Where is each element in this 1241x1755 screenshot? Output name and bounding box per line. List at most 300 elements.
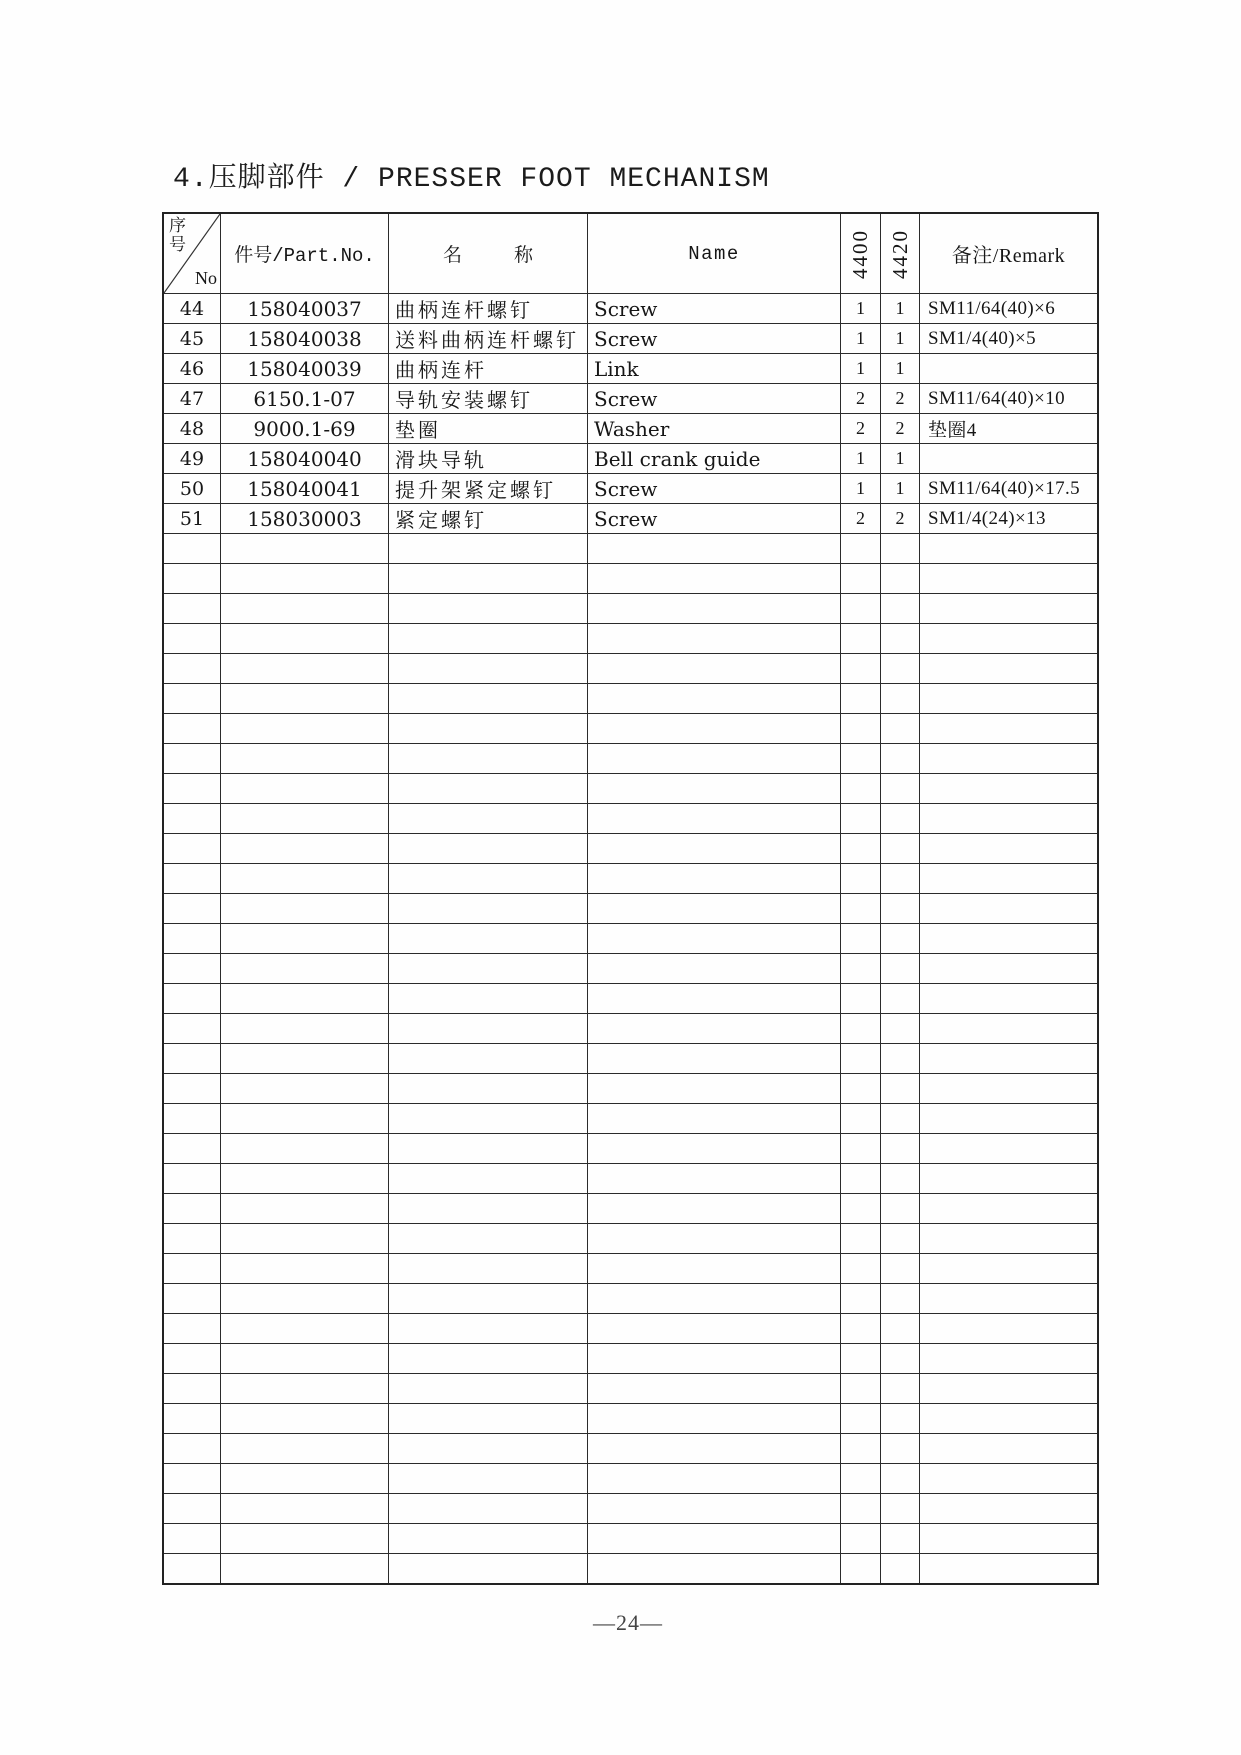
blank-cell (220, 1284, 388, 1313)
blank-cell (164, 1224, 220, 1253)
blank-cell (919, 1314, 1097, 1343)
blank-cell (587, 1524, 840, 1553)
blank-cell (388, 1344, 587, 1373)
blank-cell (880, 1314, 919, 1343)
blank-cell (220, 1134, 388, 1163)
cell-part-no: 158040038 (220, 324, 388, 353)
blank-cell (919, 1254, 1097, 1283)
blank-cell (587, 1374, 840, 1403)
blank-cell (388, 1014, 587, 1043)
blank-cell (919, 714, 1097, 743)
blank-cell (388, 1314, 587, 1343)
blank-cell (220, 1464, 388, 1493)
blank-cell (164, 834, 220, 863)
blank-cell (919, 1104, 1097, 1133)
blank-cell (840, 1524, 880, 1553)
cell-name-en: Washer (587, 414, 840, 443)
blank-cell (388, 1524, 587, 1553)
blank-cell (880, 564, 919, 593)
blank-cell (164, 1344, 220, 1373)
blank-cell (880, 834, 919, 863)
blank-cell (880, 804, 919, 833)
cell-name-cn: 送料曲柄连杆螺钉 (388, 324, 587, 353)
blank-cell (164, 864, 220, 893)
blank-cell (388, 1044, 587, 1073)
table-row (164, 323, 1097, 353)
cell-name-cn: 紧定螺钉 (388, 504, 587, 533)
blank-cell (164, 924, 220, 953)
blank-cell (220, 774, 388, 803)
blank-cell (919, 744, 1097, 773)
table-row (164, 383, 1097, 413)
blank-cell (840, 1014, 880, 1043)
header-model-4420 (880, 214, 919, 293)
blank-cell (587, 714, 840, 743)
blank-cell (919, 624, 1097, 653)
blank-cell (220, 654, 388, 683)
blank-cell (220, 1104, 388, 1133)
cell-qty-4420: 1 (880, 474, 919, 503)
blank-cell (587, 1164, 840, 1193)
blank-cell (840, 1194, 880, 1223)
blank-row (164, 1253, 1097, 1283)
blank-row (164, 653, 1097, 683)
cell-qty-4400: 1 (840, 354, 880, 383)
blank-row (164, 863, 1097, 893)
blank-cell (587, 1464, 840, 1493)
blank-row (164, 1433, 1097, 1463)
blank-cell (840, 1374, 880, 1403)
blank-cell (587, 1434, 840, 1463)
cell-qty-4400: 2 (840, 384, 880, 413)
blank-row (164, 533, 1097, 563)
blank-cell (164, 1404, 220, 1433)
blank-cell (880, 1524, 919, 1553)
blank-cell (388, 1254, 587, 1283)
blank-cell (388, 1434, 587, 1463)
blank-cell (840, 1314, 880, 1343)
blank-cell (919, 1494, 1097, 1523)
blank-cell (840, 564, 880, 593)
header-no-en: No (195, 268, 217, 288)
blank-cell (164, 1104, 220, 1133)
blank-row (164, 1193, 1097, 1223)
blank-cell (880, 1014, 919, 1043)
blank-cell (164, 1254, 220, 1283)
blank-cell (164, 1044, 220, 1073)
blank-cell (919, 1014, 1097, 1043)
blank-cell (587, 834, 840, 863)
blank-cell (164, 984, 220, 1013)
cell-name-en: Screw (587, 294, 840, 323)
blank-cell (880, 1164, 919, 1193)
blank-cell (388, 594, 587, 623)
cell-name-en: Screw (587, 384, 840, 413)
blank-cell (164, 684, 220, 713)
blank-cell (587, 864, 840, 893)
blank-cell (840, 774, 880, 803)
blank-row (164, 1283, 1097, 1313)
blank-cell (919, 954, 1097, 983)
blank-cell (840, 834, 880, 863)
blank-cell (220, 1374, 388, 1403)
blank-cell (880, 534, 919, 563)
cell-no: 45 (179, 327, 205, 350)
blank-cell (220, 1254, 388, 1283)
blank-cell (388, 1194, 587, 1223)
blank-cell (164, 594, 220, 623)
blank-cell (587, 984, 840, 1013)
blank-row (164, 923, 1097, 953)
cell-name-cn: 滑块导轨 (388, 444, 587, 473)
blank-cell (164, 1164, 220, 1193)
cell-part-no: 158040040 (220, 444, 388, 473)
blank-cell (220, 744, 388, 773)
header-model-4400-label: 4400 (848, 228, 872, 279)
blank-cell (880, 594, 919, 623)
blank-row (164, 1403, 1097, 1433)
blank-row (164, 1223, 1097, 1253)
blank-cell (840, 744, 880, 773)
table-row (164, 473, 1097, 503)
blank-cell (840, 1074, 880, 1103)
blank-cell (220, 594, 388, 623)
cell-part-no: 6150.1-07 (220, 384, 388, 413)
cell-no: 49 (179, 447, 205, 470)
cell-name-en: Screw (587, 504, 840, 533)
blank-cell (880, 1104, 919, 1133)
blank-cell (919, 894, 1097, 923)
blank-cell (164, 1374, 220, 1403)
blank-cell (220, 1344, 388, 1373)
blank-row (164, 563, 1097, 593)
blank-cell (388, 864, 587, 893)
blank-cell (880, 924, 919, 953)
blank-cell (220, 1554, 388, 1583)
cell-name-cn: 导轨安装螺钉 (388, 384, 587, 413)
cell-remark: SM1/4(40)×5 (919, 324, 1097, 353)
blank-cell (840, 654, 880, 683)
blank-row (164, 833, 1097, 863)
blank-cell (388, 1284, 587, 1313)
blank-cell (919, 1434, 1097, 1463)
blank-cell (164, 564, 220, 593)
cell-remark: SM1/4(24)×13 (919, 504, 1097, 533)
blank-cell (587, 1254, 840, 1283)
blank-cell (840, 594, 880, 623)
blank-cell (164, 654, 220, 683)
header-no-cn: 序号 (169, 216, 186, 255)
header-remark: 备注/Remark (919, 214, 1097, 293)
blank-row (164, 1133, 1097, 1163)
blank-cell (840, 804, 880, 833)
blank-cell (919, 684, 1097, 713)
blank-row (164, 713, 1097, 743)
blank-cell (587, 594, 840, 623)
blank-row (164, 893, 1097, 923)
table-row (164, 293, 1097, 323)
blank-cell (840, 1134, 880, 1163)
blank-cell (919, 804, 1097, 833)
blank-cell (164, 954, 220, 983)
blank-cell (840, 1464, 880, 1493)
blank-cell (388, 714, 587, 743)
cell-qty-4420: 1 (880, 294, 919, 323)
blank-cell (220, 924, 388, 953)
blank-cell (388, 1554, 587, 1583)
blank-cell (919, 1404, 1097, 1433)
cell-remark: SM11/64(40)×6 (919, 294, 1097, 323)
blank-cell (587, 894, 840, 923)
blank-cell (388, 1134, 587, 1163)
blank-cell (388, 684, 587, 713)
blank-cell (220, 954, 388, 983)
blank-cell (880, 1224, 919, 1253)
blank-cell (880, 1374, 919, 1403)
blank-cell (840, 1434, 880, 1463)
blank-cell (587, 534, 840, 563)
blank-cell (220, 984, 388, 1013)
cell-no: 48 (179, 417, 205, 440)
blank-cell (587, 1014, 840, 1043)
blank-cell (587, 1314, 840, 1343)
blank-row (164, 773, 1097, 803)
page-number: —24— (593, 1610, 663, 1635)
blank-cell (388, 744, 587, 773)
cell-part-no: 158040041 (220, 474, 388, 503)
blank-cell (880, 1464, 919, 1493)
blank-cell (919, 1284, 1097, 1313)
blank-cell (388, 954, 587, 983)
blank-cell (840, 1164, 880, 1193)
blank-cell (164, 744, 220, 773)
cell-qty-4400: 1 (840, 444, 880, 473)
blank-cell (388, 924, 587, 953)
blank-cell (880, 1434, 919, 1463)
blank-cell (880, 1044, 919, 1073)
blank-cell (164, 714, 220, 743)
blank-cell (220, 1434, 388, 1463)
blank-cell (880, 774, 919, 803)
blank-cell (587, 1494, 840, 1523)
blank-cell (164, 1014, 220, 1043)
blank-row (164, 1343, 1097, 1373)
blank-cell (840, 1494, 880, 1523)
blank-cell (919, 774, 1097, 803)
blank-cell (840, 1404, 880, 1433)
blank-cell (388, 1164, 587, 1193)
cell-part-no: 158040037 (220, 294, 388, 323)
blank-cell (164, 534, 220, 563)
blank-cell (164, 1434, 220, 1463)
blank-cell (220, 624, 388, 653)
blank-row (164, 1553, 1097, 1583)
cell-qty-4400: 1 (840, 474, 880, 503)
cell-no: 46 (179, 357, 205, 380)
blank-cell (220, 1014, 388, 1043)
blank-cell (388, 834, 587, 863)
blank-cell (587, 1554, 840, 1583)
blank-cell (587, 804, 840, 833)
blank-cell (220, 564, 388, 593)
blank-cell (587, 564, 840, 593)
blank-cell (587, 1044, 840, 1073)
blank-cell (220, 1314, 388, 1343)
blank-row (164, 803, 1097, 833)
cell-name-en: Screw (587, 324, 840, 353)
blank-cell (919, 984, 1097, 1013)
blank-row (164, 593, 1097, 623)
cell-qty-4420: 1 (880, 354, 919, 383)
page-title: 4.压脚部件 / PRESSER FOOT MECHANISM (173, 164, 770, 195)
cell-name-en: Link (587, 354, 840, 383)
table-row (164, 413, 1097, 443)
blank-cell (388, 1224, 587, 1253)
blank-cell (587, 1404, 840, 1433)
blank-row (164, 953, 1097, 983)
blank-cell (587, 1284, 840, 1313)
blank-cell (919, 864, 1097, 893)
blank-row (164, 743, 1097, 773)
blank-cell (919, 1044, 1097, 1073)
blank-cell (587, 654, 840, 683)
blank-cell (164, 1074, 220, 1103)
blank-cell (388, 564, 587, 593)
blank-cell (587, 1074, 840, 1103)
blank-cell (919, 1464, 1097, 1493)
cell-remark: SM11/64(40)×10 (919, 384, 1097, 413)
blank-row (164, 983, 1097, 1013)
blank-row (164, 1013, 1097, 1043)
cell-qty-4420: 2 (880, 414, 919, 443)
blank-cell (164, 894, 220, 923)
blank-cell (919, 1554, 1097, 1583)
blank-cell (164, 1494, 220, 1523)
blank-cell (220, 804, 388, 833)
blank-cell (919, 834, 1097, 863)
blank-row (164, 1493, 1097, 1523)
blank-cell (880, 654, 919, 683)
blank-cell (587, 1344, 840, 1373)
cell-qty-4420: 2 (880, 384, 919, 413)
blank-cell (220, 1194, 388, 1223)
cell-qty-4400: 1 (840, 324, 880, 353)
table-row (164, 353, 1097, 383)
blank-cell (388, 1464, 587, 1493)
blank-cell (164, 1134, 220, 1163)
blank-cell (840, 684, 880, 713)
blank-cell (220, 1524, 388, 1553)
blank-cell (164, 774, 220, 803)
cell-remark (919, 444, 1097, 473)
blank-cell (388, 1104, 587, 1133)
blank-cell (840, 624, 880, 653)
blank-cell (388, 1494, 587, 1523)
blank-cell (919, 1524, 1097, 1553)
cell-name-cn: 曲柄连杆 (388, 354, 587, 383)
cell-part-no: 9000.1-69 (220, 414, 388, 443)
cell-part-no: 158030003 (220, 504, 388, 533)
blank-cell (880, 1194, 919, 1223)
header-name-cn: 名 称 (388, 214, 587, 293)
blank-cell (919, 594, 1097, 623)
blank-cell (880, 984, 919, 1013)
cell-remark: 垫圈4 (919, 414, 1097, 443)
cell-qty-4400: 1 (840, 294, 880, 323)
blank-cell (880, 1284, 919, 1313)
blank-cell (840, 1284, 880, 1313)
blank-row (164, 1073, 1097, 1103)
blank-cell (388, 984, 587, 1013)
blank-cell (587, 924, 840, 953)
table-row (164, 443, 1097, 473)
blank-cell (164, 624, 220, 653)
header-no-cell (164, 214, 220, 293)
blank-cell (220, 1044, 388, 1073)
blank-cell (840, 954, 880, 983)
blank-cell (164, 804, 220, 833)
blank-cell (220, 894, 388, 923)
blank-row (164, 683, 1097, 713)
blank-cell (840, 714, 880, 743)
blank-cell (880, 624, 919, 653)
cell-qty-4420: 2 (880, 504, 919, 533)
blank-cell (919, 1224, 1097, 1253)
blank-cell (220, 1164, 388, 1193)
blank-cell (220, 834, 388, 863)
blank-cell (919, 654, 1097, 683)
blank-cell (840, 1254, 880, 1283)
blank-cell (164, 1464, 220, 1493)
blank-cell (220, 864, 388, 893)
parts-table (162, 212, 1099, 1585)
blank-cell (880, 714, 919, 743)
cell-no: 51 (179, 507, 205, 530)
blank-cell (587, 954, 840, 983)
blank-cell (388, 1404, 587, 1433)
blank-cell (840, 924, 880, 953)
blank-cell (220, 1494, 388, 1523)
blank-row (164, 1103, 1097, 1133)
cell-name-cn: 提升架紧定螺钉 (388, 474, 587, 503)
blank-cell (840, 1344, 880, 1373)
blank-cell (388, 624, 587, 653)
blank-cell (220, 1074, 388, 1103)
blank-cell (164, 1554, 220, 1583)
blank-cell (388, 1374, 587, 1403)
blank-cell (840, 1044, 880, 1073)
blank-row (164, 1313, 1097, 1343)
table-header-row (164, 214, 1097, 293)
blank-cell (880, 1134, 919, 1163)
blank-cell (388, 1074, 587, 1103)
blank-cell (587, 624, 840, 653)
cell-no: 50 (179, 477, 205, 500)
blank-cell (587, 1224, 840, 1253)
cell-qty-4400: 2 (840, 414, 880, 443)
blank-cell (388, 534, 587, 563)
blank-cell (919, 1194, 1097, 1223)
blank-cell (840, 984, 880, 1013)
blank-cell (220, 714, 388, 743)
cell-remark (919, 354, 1097, 383)
blank-cell (164, 1284, 220, 1313)
blank-cell (164, 1314, 220, 1343)
blank-cell (880, 744, 919, 773)
cell-name-cn: 曲柄连杆螺钉 (388, 294, 587, 323)
blank-cell (880, 954, 919, 983)
cell-name-en: Screw (587, 474, 840, 503)
